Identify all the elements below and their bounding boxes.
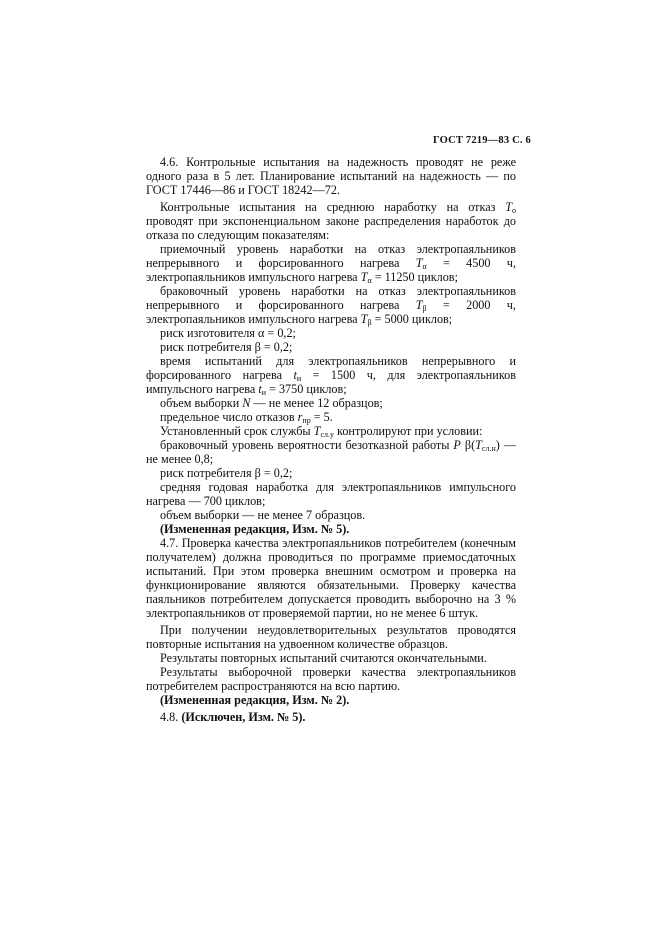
amendment-note-5: (Измененная редакция, Изм. № 5). xyxy=(160,522,350,536)
annual-operation: средняя годовая наработка для электропаяльников импульсного нагрева — 700 циклов; xyxy=(146,480,516,508)
producer-risk: риск изготовителя α = 0,2; xyxy=(160,326,296,340)
running-header: ГОСТ 7219—83 С. 6 xyxy=(432,135,531,146)
clause-4-7: 4.7. Проверка качества электропаяльников потребителем (конечным получателем) должна проводиться по программе приемосдаточных испытаний. При этом проверка внешним осмотром и проверка на функционирование являются обязательными. Проверку качества паяльников потребителем допускается проводить выборочно на 3 % электропаяльников от проверяемой партии, но не менее 6 штук. xyxy=(146,536,516,620)
acceptance-level: приемочный уровень наработки на отказ электропаяльников непрерывного и форсированного нагрева $T_\alpha = 4500$ ч, электропаяльников импульсного нагрева $T_\alpha = 11250$ циклов; xyxy=(146,242,516,285)
amendment-note-2: (Измененная редакция, Изм. № 2). xyxy=(160,693,350,707)
clause-4-6: 4.6. Контрольные испытания на надежность проводят не реже одного раза в 5 лет. Планирование испытаний на надежность — по ГОСТ 17446—86 и ГОСТ 18242—72. xyxy=(146,155,516,197)
sample-size-2: объем выборки — не менее 7 образцов. xyxy=(160,508,366,522)
mtbf-test-intro: Контрольные испытания на среднюю наработку на отказ $T_о$ проводят при экспоненциальном законе распределения наработок до отказа по следующим показателям: xyxy=(146,200,516,242)
rejection-level: браковочный уровень наработки на отказ электропаяльников непрерывного и форсированного нагрева $T_\beta = 2000$ ч, электропаяльников импульсного нагрева $T_\beta = 5000$ циклов; xyxy=(146,284,516,327)
failure-limit: предельное число отказов $r_{пр} = 5$. xyxy=(160,410,333,425)
clause-4-8: 4.8. (Исключен, Изм. № 5). xyxy=(160,710,306,724)
reliability-probability: браковочный уровень вероятности безотказной работы P $\beta(T_{сл.н})$ — не менее 0,8; xyxy=(146,438,517,466)
sample-scope: Результаты выборочной проверки качества электропаяльников потребителем распространяются на всю партию. xyxy=(146,665,516,693)
service-life-control: Установленный срок службы $T_{сл.у}$ контролируют при условии: xyxy=(160,424,483,439)
document-body xyxy=(146,155,516,724)
sample-size: объем выборки N — не менее 12 образцов; xyxy=(160,396,383,410)
retest-rule: При получении неудовлетворительных результатов проводятся повторные испытания на удвоенном количестве образцов. xyxy=(146,623,516,651)
retest-final: Результаты повторных испытаний считаются окончательными. xyxy=(160,651,487,665)
consumer-risk-2: риск потребителя β = 0,2; xyxy=(160,466,293,480)
test-duration: время испытаний для электропаяльников непрерывного и форсированного нагрева $t_и = 1500$ ч, для электропаяльников импульсного нагрева $t_и = 3750$ циклов; xyxy=(146,354,516,397)
consumer-risk: риск потребителя β = 0,2; xyxy=(160,340,293,354)
